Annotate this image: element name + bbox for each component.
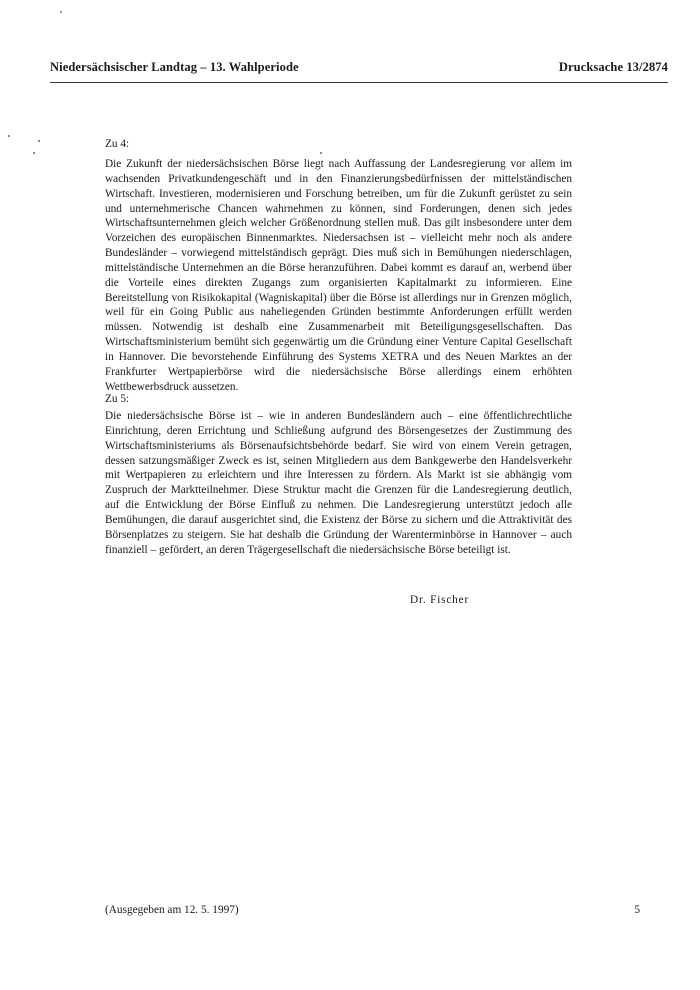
- issue-date: (Ausgegeben am 12. 5. 1997): [105, 904, 239, 916]
- page-number: 5: [634, 904, 640, 916]
- scan-speck: [8, 135, 10, 137]
- scan-speck: [320, 152, 322, 154]
- scan-speck: [38, 140, 40, 142]
- document-number: Drucksache 13/2874: [558, 60, 668, 74]
- section-text-zu-4: Die Zukunft der niedersächsischen Börse liegt nach Auffassung der Landesregierung vor allem im wachsenden Privatkundengeschäft und in den Finanzierungsbedürfnissen der mittelständischen Wirtschaft. Investieren, modernisieren und Forschung betreiben, um für die Zukunft gerüstet zu sein und unternehmerische Chancen wahrnehmen zu können, sind Forderungen, denen sich jedes Wirtschaftsunternehmen gleich welcher Größenordnung stellen muß. Das gilt insbesondere unter dem Vorzeichen des europäischen Binnenmarktes. Niedersachsen ist – vielleicht mehr noch als andere Bundesländer – vorwiegend mittelständisch geprägt. Dies muß sich in Bemühungen niederschlagen, mittelständische Unternehmen an die Börse heranzuführen. Dabei kommt es darauf an, werbend über die Vorteile eines direkten Zugangs zum organisierten Kapitalmarkt zu informieren. Eine Bereitstellung von Risikokapital (Wagniskapital) über die Börse ist allerdings nur in Grenzen möglich, weil für ein Going Public aus naheliegenden Gründen bestimmte Anforderungen erfüllt werden müssen. Notwendig ist deshalb eine Zusammenarbeit mit Beteiligungsgesellschaften. Das Wirtschaftsministerium bemüht sich gegenwärtig um die Gründung einer Venture Capital Gesellschaft in Hannover. Die bevorstehende Einführung des Systems XETRA und des Neuen Marktes an der Frankfurter Wertpapierbörse wird die niedersächsische Börse allerdings einem erhöhten Wettbewerbsdruck aussetzen.: [105, 158, 572, 393]
- scan-speck: [33, 152, 35, 154]
- parliament-title: Niedersächsischer Landtag – 13. Wahlperiode: [50, 60, 299, 74]
- section-heading-zu-4: Zu 4:: [105, 138, 130, 150]
- signature: Dr. Fischer: [410, 594, 470, 606]
- header-rule: [50, 82, 668, 83]
- scan-speck: [60, 11, 62, 13]
- section-heading-zu-5: Zu 5:: [105, 393, 130, 405]
- page-header: [50, 60, 668, 80]
- section-text-zu-5: Die niedersächsische Börse ist – wie in anderen Bundesländern auch – eine öffentlichrechtliche Einrichtung, deren Errichtung und Schließung aufgrund des Börsengesetzes der Zustimmung des Wirtschaftsministeriums als Börsenaufsichtsbehörde bedarf. Sie wird von einem Verein getragen, dessen satzungsmäßiger Zweck es ist, seinen Mitgliedern aus dem Bankgewerbe den Handelsverkehr mit Wertpapieren zu erleichtern und ihre Interessen zu fördern. Als Markt ist sie abhängig vom Zuspruch der Marktteilnehmer. Diese Struktur macht die Grenzen für die Landesregierung deutlich, auf die Entwicklung der Börse Einfluß zu nehmen. Die Landesregierung unterstützt jedoch alle Bemühungen, die darauf ausgerichtet sind, die Existenz der Börse zu sichern und die Attraktivität des Börsenplatzes zu steigern. Sie hat deshalb die Gründung der Warenterminbörse in Hannover – auch finanziell – gefördert, an deren Trägergesellschaft die niedersächsische Börse beteiligt ist.: [105, 410, 572, 556]
